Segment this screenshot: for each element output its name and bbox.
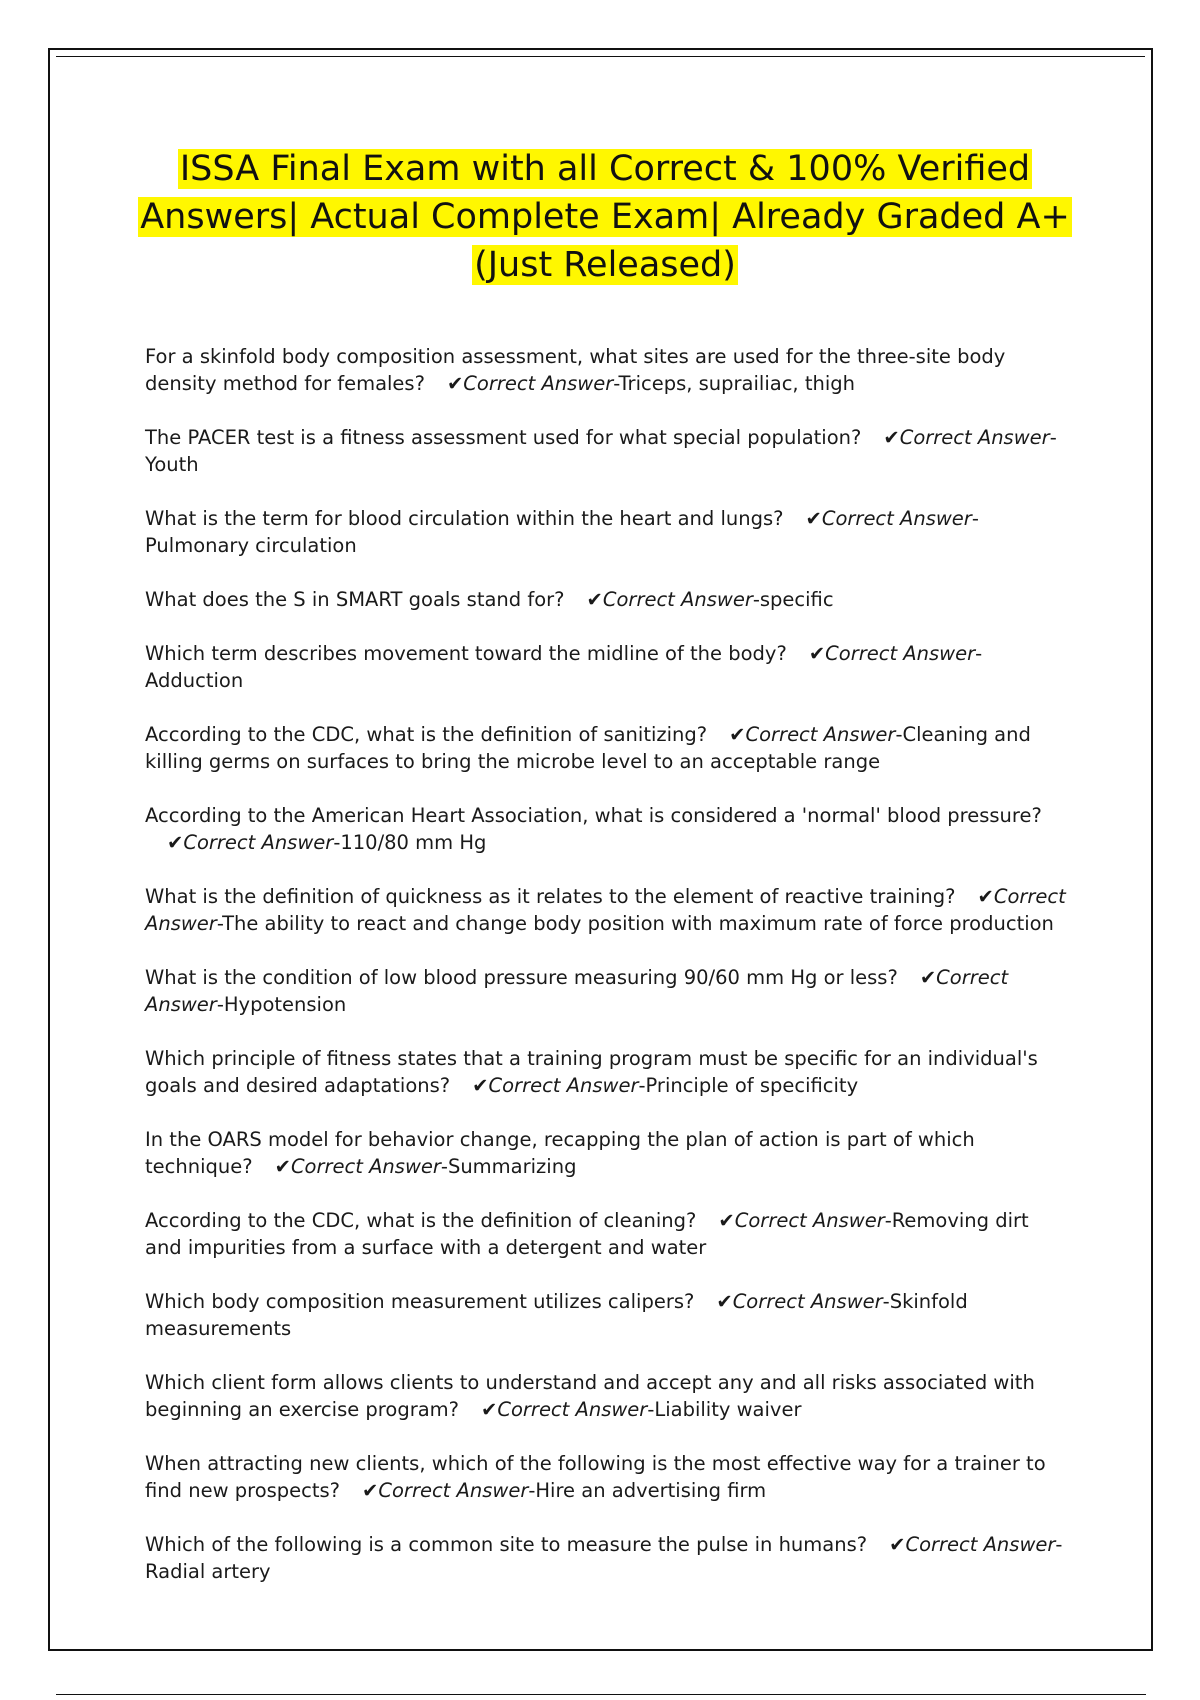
question-text: What does the S in SMART goals stand for? — [145, 588, 565, 611]
correct-answer-label: Correct Answer — [183, 831, 334, 854]
title-line-3: (Just Released) — [474, 245, 736, 285]
question-text: What is the condition of low blood pressure measuring 90/60 mm Hg or less? — [145, 966, 898, 989]
question-text: Which principle of fitness states that a training program must be specific for an individual's goals and desired adaptations? — [145, 1047, 1038, 1097]
correct-answer-label: Correct Answer — [488, 1074, 639, 1097]
question-text: The PACER test is a fitness assessment used for what special population? — [145, 426, 862, 449]
correct-answer-label: Correct Answer — [145, 885, 1066, 935]
qa-item — [145, 424, 1070, 478]
checkmark-icon: ✔ — [729, 723, 746, 746]
answer-text: -Radial artery — [145, 1533, 1063, 1583]
correct-answer-label: Correct Answer — [825, 642, 976, 665]
qa-item — [145, 640, 1070, 694]
qa-item — [145, 1531, 1070, 1585]
qa-item — [145, 1045, 1070, 1099]
qa-item — [145, 1369, 1070, 1423]
question-answer-list — [145, 343, 1070, 1612]
answer-text: -Skinfold measurements — [145, 1290, 968, 1340]
answer-text: -Youth — [145, 426, 1057, 476]
question-text: What is the definition of quickness as it relates to the element of reactive training? — [145, 885, 956, 908]
answer-text: -Adduction — [145, 642, 983, 692]
qa-item — [145, 1450, 1070, 1504]
checkmark-icon: ✔ — [808, 642, 826, 665]
qa-item — [145, 1207, 1070, 1261]
checkmark-icon: ✔ — [586, 588, 603, 611]
qa-item — [145, 1288, 1070, 1342]
document-title — [60, 145, 1150, 289]
title-line-2: Answers| Actual Complete Exam| Already Graded A+ — [140, 197, 1070, 237]
answer-text: -Liability waiver — [647, 1398, 802, 1421]
footer-rule — [56, 1694, 1146, 1695]
title-line-1: ISSA Final Exam with all Correct & 100% Verified — [179, 149, 1031, 189]
answer-text: -Principle of specificity — [638, 1074, 859, 1097]
qa-item — [145, 505, 1070, 559]
question-text: Which body composition measurement utilizes calipers? — [145, 1290, 695, 1313]
checkmark-icon: ✔ — [446, 372, 464, 395]
qa-item — [145, 883, 1070, 937]
correct-answer-label: Correct Answer — [899, 426, 1050, 449]
correct-answer-label: Correct Answer — [905, 1533, 1056, 1556]
checkmark-icon: ✔ — [919, 966, 937, 989]
question-text: Which term describes movement toward the midline of the body? — [145, 642, 787, 665]
qa-item — [145, 343, 1070, 397]
page-border-inner-line — [56, 56, 1145, 57]
question-text: What is the term for blood circulation within the heart and lungs? — [145, 507, 784, 530]
checkmark-icon: ✔ — [716, 1290, 733, 1313]
correct-answer-label: Correct Answer — [290, 1155, 441, 1178]
checkmark-icon: ✔ — [889, 1533, 906, 1556]
question-text: Which of the following is a common site to measure the pulse in humans? — [145, 1533, 868, 1556]
qa-item — [145, 1126, 1070, 1180]
question-text: In the OARS model for behavior change, recapping the plan of action is part of which technique? — [145, 1128, 975, 1178]
question-text: According to the CDC, what is the definition of cleaning? — [145, 1209, 697, 1232]
correct-answer-label: Correct Answer — [602, 588, 753, 611]
checkmark-icon: ✔ — [883, 426, 900, 449]
answer-text: -Hypotension — [216, 993, 347, 1016]
checkmark-icon: ✔ — [274, 1155, 291, 1178]
qa-item — [145, 964, 1070, 1018]
qa-item — [145, 802, 1070, 856]
question-text: According to the CDC, what is the definition of sanitizing? — [145, 723, 708, 746]
answer-text: -110/80 mm Hg — [333, 831, 487, 854]
answer-text: -Removing dirt and impurities from a surface with a detergent and water — [145, 1209, 1029, 1259]
correct-answer-label: Correct Answer — [497, 1398, 648, 1421]
answer-text: -Cleaning and killing germs on surfaces to bring the microbe level to an acceptable range — [145, 723, 1031, 773]
answer-text: -The ability to react and change body position with maximum rate of force production — [216, 912, 1054, 935]
correct-answer-label: Correct Answer — [745, 723, 896, 746]
qa-item — [145, 586, 1070, 613]
question-text: According to the American Heart Association, what is considered a 'normal' blood pressure? — [145, 804, 1042, 827]
answer-text: -Hire an advertising firm — [528, 1479, 767, 1502]
checkmark-icon: ✔ — [481, 1398, 498, 1421]
question-text: Which client form allows clients to understand and accept any and all risks associated with beginning an exercise program? — [145, 1371, 1035, 1421]
checkmark-icon: ✔ — [472, 1074, 489, 1097]
correct-answer-label: Correct Answer — [145, 966, 1009, 1016]
question-text: When attracting new clients, which of the following is the most effective way for a trainer to find new prospects? — [145, 1452, 1046, 1502]
correct-answer-label: Correct Answer — [463, 372, 614, 395]
answer-text: -specific — [752, 588, 834, 611]
correct-answer-label: Correct Answer — [732, 1290, 883, 1313]
answer-text: -Triceps, suprailiac, thigh — [613, 372, 855, 395]
checkmark-icon: ✔ — [805, 507, 822, 530]
answer-text: -Summarizing — [440, 1155, 577, 1178]
answer-text: -Pulmonary circulation — [145, 507, 979, 557]
correct-answer-label: Correct Answer — [821, 507, 972, 530]
correct-answer-label: Correct Answer — [378, 1479, 529, 1502]
checkmark-icon: ✔ — [167, 831, 184, 854]
question-text: For a skinfold body composition assessment, what sites are used for the three-site body density method for females? — [145, 345, 1006, 395]
correct-answer-label: Correct Answer — [734, 1209, 885, 1232]
qa-item — [145, 721, 1070, 775]
checkmark-icon: ✔ — [977, 885, 994, 908]
checkmark-icon: ✔ — [362, 1479, 379, 1502]
checkmark-icon: ✔ — [718, 1209, 735, 1232]
